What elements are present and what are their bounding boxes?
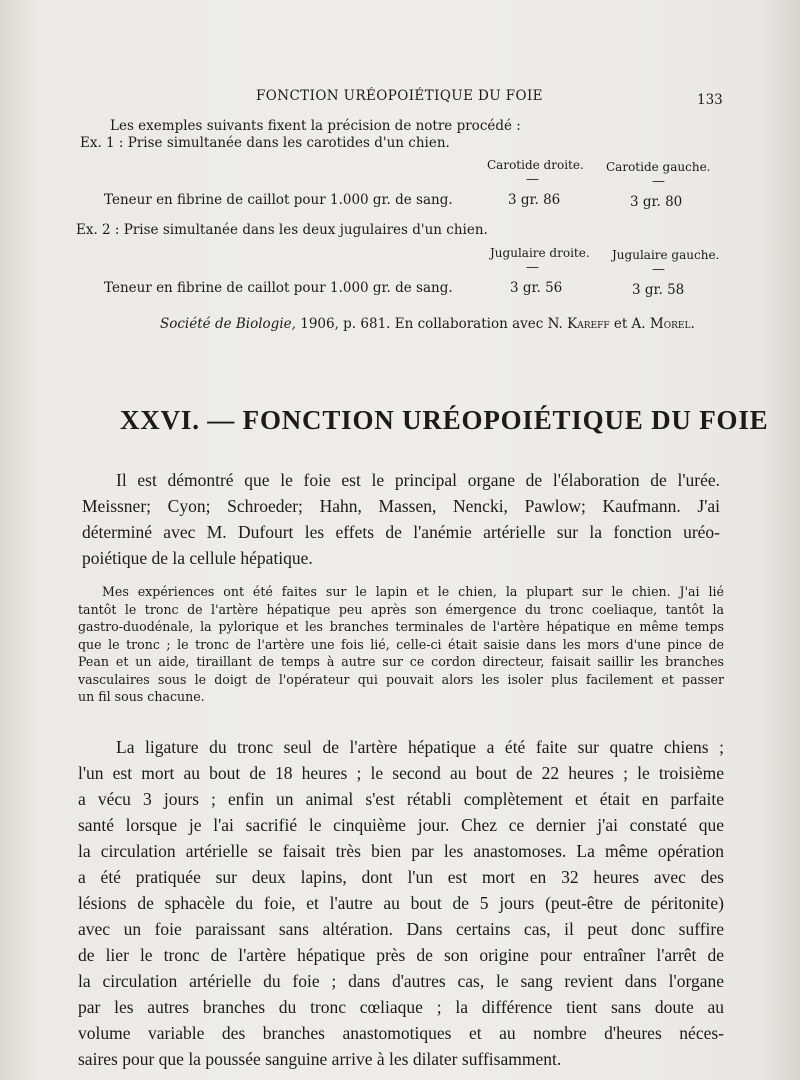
intro-line: Les exemples suivants fixent la précision de notre procédé : — [110, 118, 521, 134]
paragraph-line: a été pratiquée sur deux lapins, dont l'un est mort en 32 heures avec des — [78, 867, 724, 887]
paragraph-line: déterminé avec M. Dufourt les effets de l'anémie artérielle sur la fonction uréo- — [82, 522, 720, 542]
table1-col-right-carotid: Carotide droite. — [487, 158, 584, 172]
table2-value-left: 3 gr. 58 — [632, 282, 685, 298]
paragraph-line: vasculaires sous le doigt de l'opérateur qui pouvait alors les isoler plus facilement et passer — [78, 671, 724, 687]
page-number: 133 — [697, 92, 723, 108]
paragraph-line: Pean et un aide, tiraillant de temps à autre sur ce cordon directeur, faisait saillir les branches — [78, 654, 724, 669]
paragraph-line: gastro-duodénale, la pylorique et les branches terminales de l'artère hépatique en même temps — [78, 619, 724, 634]
paragraph-line: avec un foie paraissant sans altération. Dans certains cas, il peut donc suffire — [78, 919, 724, 939]
table1-dash-1: — — [526, 172, 539, 187]
table1-value-right: 3 gr. 86 — [508, 192, 561, 208]
reference-journal: Société de Biologie, — [160, 316, 296, 332]
paragraph-line: la circulation artérielle du foie ; dans d'autres cas, le sang revient dans l'organe — [78, 971, 724, 991]
table1-row-label: Teneur en fibrine de caillot pour 1.000 gr. de sang. — [104, 192, 453, 208]
paragraph-line: poiétique de la cellule hépatique. — [82, 548, 313, 568]
table2-value-right: 3 gr. 56 — [510, 280, 563, 296]
paragraph-line: Il est démontré que le foie est le principal organe de l'élaboration de l'urée. — [116, 470, 720, 490]
paragraph-line: un fil sous chacune. — [78, 689, 205, 704]
reference-and: et A. — [609, 316, 650, 332]
reference-author-1: Kareff — [567, 316, 610, 332]
paragraph-2-small-print — [78, 583, 724, 706]
reference-end: . — [690, 316, 695, 332]
paragraph-line: lésions de sphacèle du foie, et l'autre au bout de 5 jours (peut-être de péritonite) — [78, 893, 724, 913]
paragraph-line: tantôt le tronc de l'artère hépatique peu après son émergence du tronc coeliaque, tantôt la — [78, 601, 724, 617]
table2-dash-2: — — [652, 262, 665, 277]
reference-author-2: Morel — [649, 316, 691, 332]
paragraph-line: a vécu 3 jours ; enfin un animal s'est rétabli complètement et était en parfaite — [78, 789, 724, 809]
paragraph-line: de lier le tronc de l'artère hépatique près de son origine pour entraîner l'arrêt de — [78, 945, 724, 965]
section-title: XXVI. — FONCTION URÉOPOIÉTIQUE DU FOIE — [120, 405, 769, 435]
paragraph-line: santé lorsque je l'ai sacrifié le cinquième jour. Chez ce dernier j'ai constaté que — [78, 815, 724, 835]
table2-row-label: Teneur en fibrine de caillot pour 1.000 gr. de sang. — [104, 280, 453, 296]
table1-col-left-carotid: Carotide gauche. — [606, 160, 711, 174]
table2-col-left-jugular: Jugulaire gauche. — [612, 248, 720, 262]
running-title: FONCTION URÉOPOIÉTIQUE DU FOIE — [256, 88, 543, 104]
paragraph-1 — [82, 467, 720, 571]
table1-dash-2: — — [652, 174, 665, 189]
paragraph-line: volume variable des branches anastomotiques et au nombre d'heures néces- — [78, 1023, 724, 1043]
table1-value-left: 3 gr. 80 — [630, 194, 683, 210]
example-1-label: Ex. 1 : Prise simultanée dans les carotides d'un chien. — [80, 135, 450, 151]
reference-details: 1906, p. 681. En collaboration avec N. — [295, 316, 568, 332]
table2-col-right-jugular: Jugulaire droite. — [490, 246, 590, 260]
paragraph-line: La ligature du tronc seul de l'artère hépatique a été faite sur quatre chiens ; — [116, 737, 724, 757]
paragraph-line: que le tronc ; le tronc de l'artère une fois lié, celle-ci était saisie dans les mors d'une pince de — [78, 636, 724, 652]
paragraph-line: saires pour que la poussée sanguine arrive à les dilater suffisamment. — [78, 1049, 562, 1069]
bibliographic-reference — [160, 316, 695, 332]
paragraph-line: par les autres branches du tronc cœliaque ; la différence tient sans doute au — [78, 997, 724, 1017]
paragraph-3 — [78, 734, 724, 1072]
table2-dash-1: — — [526, 260, 539, 275]
paragraph-line: la circulation artérielle se faisait très bien par les anastomoses. La même opération — [78, 841, 724, 861]
paragraph-line: l'un est mort au bout de 18 heures ; le second au bout de 22 heures ; le troisième — [78, 763, 724, 783]
paragraph-line: Meissner; Cyon; Schroeder; Hahn, Massen, Nencki, Pawlow; Kaufmann. J'ai — [82, 496, 720, 516]
example-2-label: Ex. 2 : Prise simultanée dans les deux jugulaires d'un chien. — [76, 222, 488, 238]
paragraph-line: Mes expériences ont été faites sur le lapin et le chien, la plupart sur le chien. J'ai lié — [102, 584, 724, 599]
